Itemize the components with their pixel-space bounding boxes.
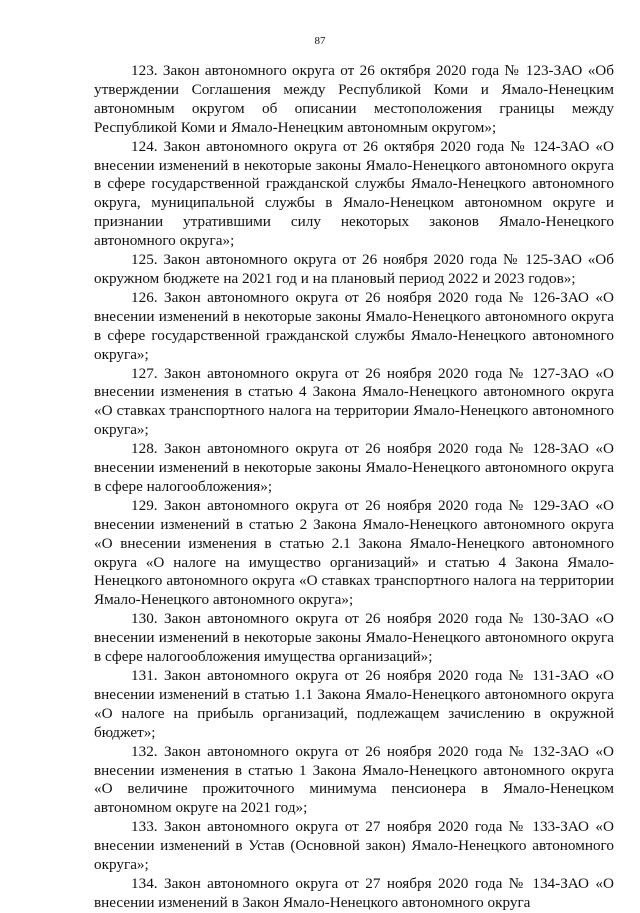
law-item-134: 134. Закон автономного округа от 27 ноября 2020 года № 134-ЗАО «О внесении изменений в Закон Ямало-Ненецкого автономного округа bbox=[94, 874, 614, 911]
law-item-125: 125. Закон автономного округа от 26 ноября 2020 года № 125-ЗАО «Об окружном бюджете на 2021 год и на плановый период 2022 и 2023 годов»; bbox=[94, 251, 614, 287]
law-item-128: 128. Закон автономного округа от 26 ноября 2020 года № 128-ЗАО «О внесении изменений в некоторые законы Ямало-Ненецкого автономного округа в сфере налогообложения»; bbox=[94, 440, 614, 495]
law-item-123: 123. Закон автономного округа от 26 октября 2020 года № 123-ЗАО «Об утверждении Соглашения между Республикой Коми и Ямало-Ненецким автономным округом об описании местоположения границы между Республикой Коми и Ямало-Ненецким автономным округом»; bbox=[94, 62, 614, 136]
law-item-131: 131. Закон автономного округа от 26 ноября 2020 года № 131-ЗАО «О внесении изменений в статью 1.1 Закона Ямало-Ненецкого автономного округа «О налоге на прибыль организаций, подлежащем зачислению в окружной бюджет»; bbox=[94, 667, 614, 741]
law-item-129: 129. Закон автономного округа от 26 ноября 2020 года № 129-ЗАО «О внесении изменений в статью 2 Закона Ямало-Ненецкого автономного округа «О внесении изменения в статью 2.1 Закона Ямало-Ненецкого автономного округа «О налоге на имущество организаций» и статью 4 Закона Ямало-Ненецкого автономного округа «О ставках транспортного налога на территории Ямало-Ненецкого автономного округа»; bbox=[94, 496, 614, 609]
law-item-124: 124. Закон автономного округа от 26 октября 2020 года № 124-ЗАО «О внесении изменений в некоторые законы Ямало-Ненецкого автономного округа в сфере государственной гражданской службы Ямало-Ненецкого автономного округа, муниципальной службы в Ямало-Ненецком автономном округе и признании утратившими силу некоторых законов Ямало-Ненецкого автономного округа»; bbox=[94, 137, 614, 250]
law-item-127: 127. Закон автономного округа от 26 ноября 2020 года № 127-ЗАО «О внесении изменения в статью 4 Закона Ямало-Ненецкого автономного округа «О ставках транспортного налога на территории Ямало-Ненецкого автономного округа»; bbox=[94, 364, 614, 439]
law-item-130: 130. Закон автономного округа от 26 ноября 2020 года № 130-ЗАО «О внесении изменений в некоторые законы Ямало-Ненецкого автономного округа в сфере налогообложения имущества организаций»; bbox=[94, 610, 614, 666]
document-body bbox=[94, 62, 614, 913]
law-item-132: 132. Закон автономного округа от 26 ноября 2020 года № 132-ЗАО «О внесении изменения в статью 1 Закона Ямало-Ненецкого автономного округа «О величине прожиточного минимума пенсионера в Ямало-Ненецком автономном округе на 2021 год»; bbox=[94, 742, 614, 817]
page-number: 87 bbox=[314, 35, 326, 47]
law-item-126: 126. Закон автономного округа от 26 ноября 2020 года № 126-ЗАО «О внесении изменений в некоторые законы Ямало-Ненецкого автономного округа в сфере государственной гражданской службы Ямало-Ненецкого автономного округа»; bbox=[94, 288, 614, 363]
law-item-133: 133. Закон автономного округа от 27 ноября 2020 года № 133-ЗАО «О внесении изменений в Устав (Основной закон) Ямало-Ненецкого автономного округа»; bbox=[94, 818, 614, 874]
